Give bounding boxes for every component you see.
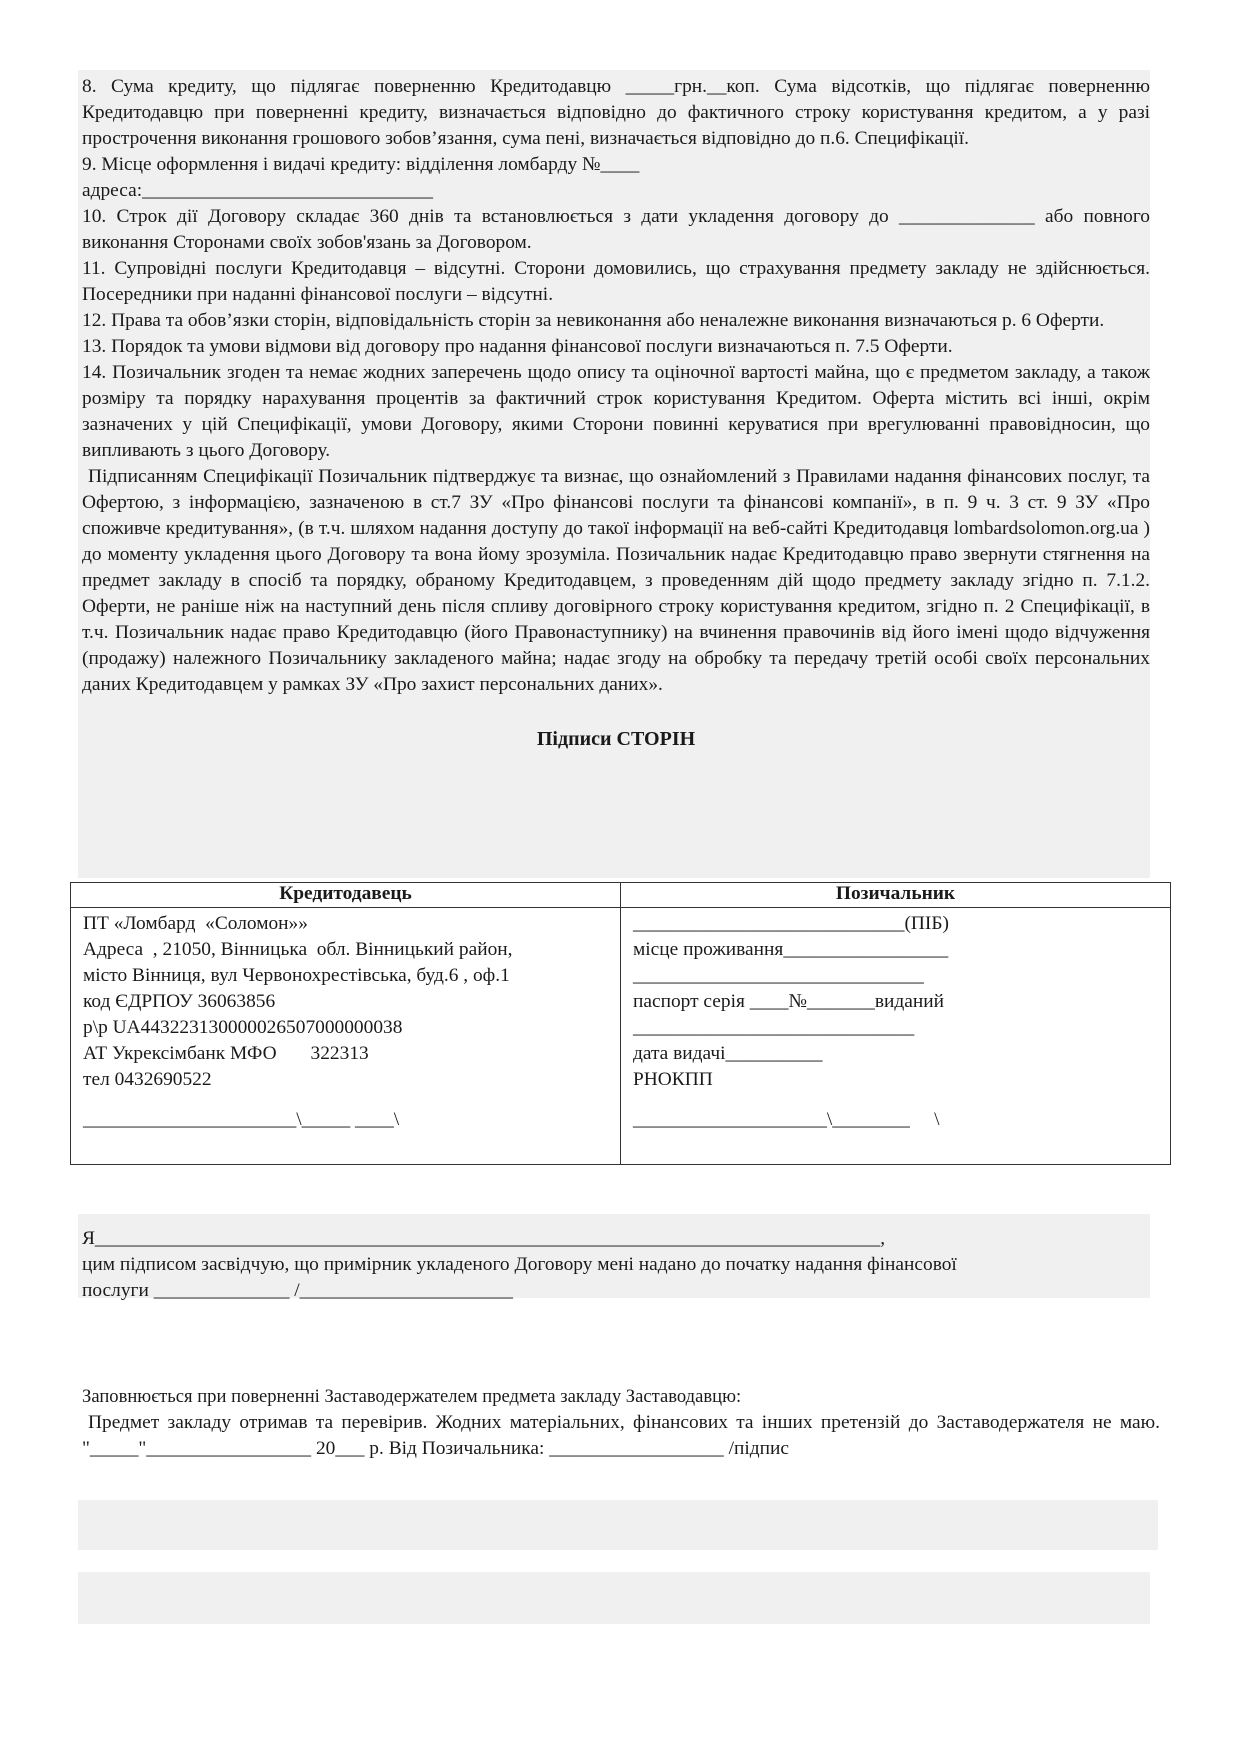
borrower-details: [621, 908, 1171, 1165]
clause-9-address: адреса:______________________________: [82, 180, 433, 201]
return-lead: Заповнюється при поверненні Заставодержателем предмета закладу Заставодавцю:: [82, 1386, 742, 1407]
lender-bank: АТ Укрексімбанк МФО 322313: [83, 1043, 369, 1064]
signatures-title: Підписи СТОРІН: [536, 728, 696, 750]
form-shading-band-1: [78, 1500, 1158, 1550]
borrower-signature-line[interactable]: ____________________\________ \: [633, 1109, 940, 1130]
acknowledgment-paragraph: Підписанням Специфікації Позичальник підтверджує та визнає, що ознайомлений з Правилами надання фінансових послуг, та Офертою, з інформацією, зазначеною в ст.7 ЗУ «Про фінансові послуги та фінансові компанії», в п. 9 ч. 3 ст. 9 ЗУ «Про споживче кредитування», (в т.ч. шляхом надання доступу до такої інформації на веб-сайті Кредитодавця lombardsolomon.org.ua ) до моменту укладення цього Договору та вона йому зрозуміла. Позичальник надає Кредитодавцю право звернути стягнення на предмет закладу в спосіб та порядку, обраному Кредитодавцем, з проведенням дій щодо предмету закладу згідно п. 7.1.2. Оферти, не раніше ніж на наступний день після спливу договірного строку користування кредитом, згідно п. 2 Специфікації, в т.ч. Позичальник надає право Кредитодавцю (його Правонаступнику) на вчинення правочинів від його імені щодо відчуження (продажу) належного Позичальнику закладеного майна; надає згоду на обробку та передачу третій особі своїх персональних даних Кредитодавцем у рамках ЗУ «Про захист персональних даних».: [82, 466, 1150, 695]
ack-text: цим підписом засвідчую, що примірник укладеного Договору мені надано до початку надання фінансової: [82, 1254, 957, 1275]
borrower-tax-id-label: РНОКПП: [633, 1069, 713, 1090]
clause-11: 11. Супровідні послуги Кредитодавця – відсутні. Сторони домовились, що страхування предмету закладу не здійснюється. Посередники при наданні фінансової послуги – відсутні.: [82, 258, 1150, 305]
copy-received-statement: [82, 1226, 1152, 1304]
lender-address-2: місто Вінниця, вул Червонохрестівська, буд.6 , оф.1: [83, 965, 510, 986]
borrower-header: Позичальник: [621, 883, 1171, 908]
return-body: Предмет закладу отримав та перевірив. Жодних матеріальних, фінансових та інших претензій до Заставодержателя не маю. "_____"_________________ 20___ р. Від Позичальника: __________________ /підпис: [82, 1412, 1160, 1459]
lender-details: [71, 908, 621, 1165]
clause-10: 10. Строк дії Договору складає 360 днів та встановлюється з дати укладення договору до ______________ або повного виконання Сторонами своїх зобов'язань за Договором.: [82, 206, 1150, 253]
lender-name: ПТ «Ломбард «Соломон»»: [83, 913, 308, 934]
borrower-issue-date-field[interactable]: дата видачі__________: [633, 1043, 823, 1064]
ack-name-line[interactable]: Я_________________________________________________________________________________,: [82, 1228, 886, 1249]
borrower-passport-issuer-field[interactable]: _____________________________: [633, 1017, 915, 1038]
clause-8: 8. Сума кредиту, що підлягає поверненню Кредитодавцю _____грн.__коп. Сума відсотків, що підлягає поверненню Кредитодавцю при поверненні кредиту, визначається відповідно до фактичного строку користування кредитом, а у разі прострочення виконання грошового зобов’язання, сума пені, визначається відповідно до п.6. Специфікації.: [82, 76, 1150, 149]
ack-signature-line[interactable]: послуги ______________ /______________________: [82, 1280, 513, 1301]
borrower-residence-field-2[interactable]: ______________________________: [633, 965, 924, 986]
borrower-passport-field[interactable]: паспорт серія ____№_______виданий: [633, 991, 945, 1012]
signatures-table: [70, 882, 1171, 1165]
return-section: [82, 1384, 1160, 1462]
clause-14: 14. Позичальник згоден та немає жодних заперечень щодо опису та оціночної вартості майна, що є предметом закладу, а також розміру та порядку нарахування процентів за фактичний строк користування Кредитом. Оферта містить всі інші, окрім зазначених у цій Специфікації, умови Договору, якими Сторони повинні керуватися при врегулюванні правовідносин, що випливають з цього Договору.: [82, 362, 1150, 461]
clause-12: 12. Права та обов’язки сторін, відповідальність сторін за невиконання або неналежне виконання визначаються р. 6 Оферти.: [82, 310, 1105, 331]
lender-header: Кредитодавець: [71, 883, 621, 908]
borrower-name-field[interactable]: ____________________________(ПІБ): [633, 913, 949, 934]
lender-signature-line[interactable]: ______________________\_____ ____\: [83, 1109, 400, 1130]
lender-account: р\р UA443223130000026507000000038: [83, 1017, 403, 1038]
form-shading-band-2: [78, 1572, 1150, 1624]
lender-edrpou: код ЄДРПОУ 36063856: [83, 991, 276, 1012]
contract-terms: [82, 74, 1150, 752]
lender-phone: тел 0432690522: [83, 1069, 212, 1090]
borrower-residence-field[interactable]: місце проживання_________________: [633, 939, 949, 960]
lender-address-1: Адреса , 21050, Вінницька обл. Вінницький район,: [83, 939, 513, 960]
clause-9: 9. Місце оформлення і видачі кредиту: відділення ломбарду №____: [82, 154, 640, 175]
clause-13: 13. Порядок та умови відмови від договору про надання фінансової послуги визначаються п. 7.5 Оферти.: [82, 336, 953, 357]
terms-paragraphs: [82, 74, 1150, 698]
